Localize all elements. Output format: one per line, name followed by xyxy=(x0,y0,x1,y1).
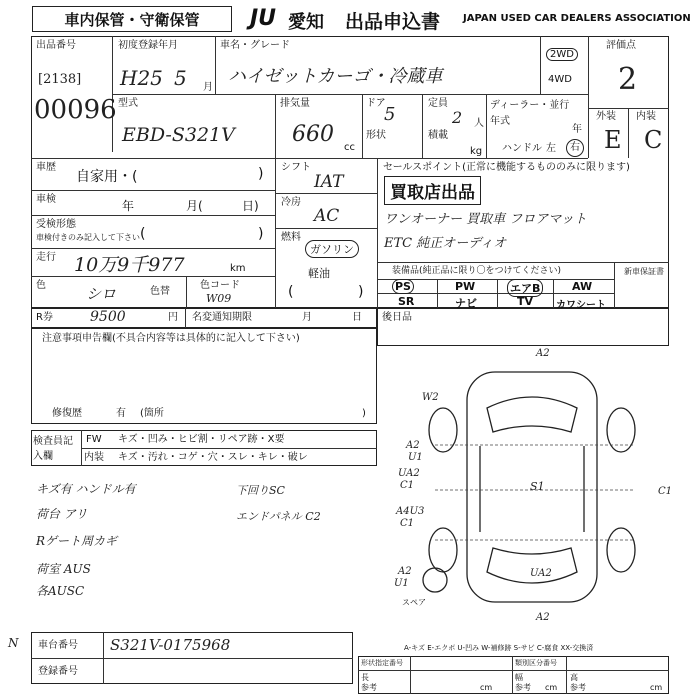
class-number-label: 類別区分番号 xyxy=(515,659,557,667)
recycle-unit: 円 xyxy=(168,312,178,323)
drive-2wd-circled: 2WD xyxy=(546,48,578,61)
mark-rear-left: A2 xyxy=(398,566,412,577)
acceptance-close: ) xyxy=(258,226,264,242)
shift-label: シフト xyxy=(281,162,311,173)
chassis-value: S321V-0175968 xyxy=(110,636,231,654)
car-name-label: 車名・グレード xyxy=(220,40,290,51)
mileage-value: 10万9千977 xyxy=(74,254,185,276)
model-label: 型式 xyxy=(118,98,138,109)
mark-back-door: UA2 xyxy=(530,568,552,579)
ref-label-3: 参考 xyxy=(570,683,586,692)
mark-left-rear-c1: C1 xyxy=(400,518,415,529)
history-value: 自家用・( xyxy=(76,169,138,185)
color-code-label: 色コード xyxy=(200,280,240,291)
comment-6: 下回りSC xyxy=(236,484,285,497)
interior-label: 内装 xyxy=(636,111,656,122)
registration-label: 初度登録年月 xyxy=(118,40,178,51)
interior-row: キズ・汚れ・コゲ・穴・スレ・キレ・破レ xyxy=(118,452,308,463)
mark-right-side: C1 xyxy=(658,486,673,497)
plate-label: 登録番号 xyxy=(38,666,78,677)
comment-1: キズ有 ハンドル有 xyxy=(36,482,136,496)
history-close: ) xyxy=(258,166,264,182)
ref-label-1: 参考 xyxy=(361,683,377,692)
mark-left-front: A2 xyxy=(406,440,420,451)
mark-w2: W2 xyxy=(422,392,439,403)
comment-5: 各AUSC xyxy=(36,584,85,598)
handle-left: 左 xyxy=(546,143,556,154)
mark-left-rear: A4U3 xyxy=(396,506,425,517)
width-label: 幅 xyxy=(515,673,523,682)
equip-sr: SR xyxy=(398,295,415,308)
registration-year: H25 xyxy=(120,66,163,90)
height-label: 高 xyxy=(570,673,578,682)
mark-left-front-u1: U1 xyxy=(408,452,423,463)
equip-tv: TV xyxy=(517,295,534,308)
fuel-label: 燃料 xyxy=(281,232,301,243)
capacity-label: 定員 xyxy=(428,98,448,109)
model-year-label: 年式 xyxy=(490,116,510,127)
spec-number-label: 形状指定番号 xyxy=(361,659,403,667)
selling-points-label: セールスポイント(正常に機能するもののみに限ります) xyxy=(383,162,630,173)
storage-tag: 車内保管・守衛保管 xyxy=(32,6,232,32)
lot-label: 出品番号 xyxy=(36,40,76,51)
displacement-label: 排気量 xyxy=(280,98,310,109)
mark-left-door-c1: C1 xyxy=(400,480,415,491)
logo-text: 愛知 xyxy=(288,12,324,33)
inspector-label: 検査員記入欄 xyxy=(33,436,73,462)
equipment-label: 装備品(純正品に限り〇をつけてください) xyxy=(392,266,562,276)
drive-4wd: 4WD xyxy=(548,74,572,85)
handle-label: ハンドル xyxy=(502,143,542,154)
repair-label: 修復歴 xyxy=(52,408,82,419)
color-value: シロ xyxy=(86,285,117,303)
load-label: 積載 xyxy=(428,130,448,141)
fw-label: FW xyxy=(86,434,102,445)
lot-code: [2138] xyxy=(38,72,82,87)
equip-navi: ナビ xyxy=(455,297,477,310)
repaint-label: 色替 xyxy=(150,286,170,297)
registration-month: 5 xyxy=(174,66,187,90)
repair-value: 有 xyxy=(116,408,126,419)
mark-roof: S1 xyxy=(530,480,545,493)
cm-2: cm xyxy=(545,683,558,692)
fuel-close: ) xyxy=(358,284,364,300)
notes-label: 注意事項申告欄(不具合内容等は具体的に記入して下さい) xyxy=(42,333,300,344)
registration-month-unit: 月 xyxy=(203,82,213,93)
model-value: EBD-S321V xyxy=(122,124,235,146)
equip-ps-circled: PS xyxy=(392,279,414,294)
rating-label: 評価点 xyxy=(606,40,636,51)
ac-label: 冷房 xyxy=(281,197,301,208)
doors-value: 5 xyxy=(384,104,396,125)
doors-label: ドア xyxy=(366,98,386,109)
inspection-day: 日) xyxy=(242,199,259,213)
mark-left-sill: U1 xyxy=(394,578,409,589)
equip-pw: PW xyxy=(455,280,476,293)
inspection-label: 車検 xyxy=(36,194,56,205)
later-goods-label: 後日品 xyxy=(382,312,412,323)
fw-row: キズ・凹み・ヒビ割・リペア跡・X要 xyxy=(118,434,285,445)
shape-label: 形状 xyxy=(366,130,386,141)
exterior-grade: E xyxy=(604,126,622,154)
mark-front: A2 xyxy=(536,348,550,359)
displacement-unit: cc xyxy=(344,142,355,153)
length-label: 長 xyxy=(361,673,369,682)
later-goods-box xyxy=(377,308,669,346)
capacity-unit: 人 xyxy=(474,118,484,129)
ju-logo: JU xyxy=(250,6,277,31)
new-warranty-label: 新車保証書 xyxy=(624,267,664,276)
spare-label: スペア xyxy=(402,598,426,607)
recycle-label: R券 xyxy=(36,312,53,323)
mileage-unit: km xyxy=(230,263,246,274)
mark-left-door: UA2 xyxy=(398,468,420,479)
model-year-unit: 年 xyxy=(572,124,582,135)
damage-legend: A-キズ E-エクボ U-凹み W-補修跡 S-サビ C-腐食 XX-交換済 xyxy=(404,644,594,652)
dealer-label: ディーラー・並行 xyxy=(490,100,570,111)
interior-grade: C xyxy=(644,126,663,154)
comment-3: Rゲート周カギ xyxy=(36,534,118,548)
fuel-open: ( xyxy=(288,284,294,300)
comment-2: 荷台 アリ xyxy=(36,507,88,521)
selling-points-line2: ETC 純正オーディオ xyxy=(384,236,507,251)
expiry-month: 月 xyxy=(302,312,312,323)
fuel-gasoline-circled: ガソリン xyxy=(305,240,359,258)
cm-3: cm xyxy=(650,683,663,692)
side-note-mark: N xyxy=(8,636,19,650)
recycle-value: 9500 xyxy=(90,309,126,325)
shift-value: IAT xyxy=(314,172,344,192)
chassis-label: 車台番号 xyxy=(38,640,78,651)
form-title: 出品申込書 xyxy=(345,11,441,33)
equip-seat: カワシート xyxy=(556,300,606,311)
selling-points-line1: ワンオーナー 買取車 フロアマット xyxy=(384,212,587,227)
exterior-label: 外装 xyxy=(596,111,616,122)
expiry-label: 名変通知期限 xyxy=(192,312,252,323)
spec-table xyxy=(358,656,669,694)
capacity-value: 2 xyxy=(452,108,463,127)
equip-aw: AW xyxy=(572,280,593,293)
mark-rear: A2 xyxy=(536,612,550,623)
history-label: 車歴 xyxy=(36,162,56,173)
load-unit: kg xyxy=(470,146,483,157)
acceptance-label: 受検形態 xyxy=(36,219,76,230)
comment-4: 荷室 AUS xyxy=(36,562,91,576)
inspection-month: 月( xyxy=(186,199,203,213)
ref-label-2: 参考 xyxy=(515,683,531,692)
displacement-value: 660 xyxy=(292,122,334,147)
interior-row-label: 内装 xyxy=(84,452,104,463)
car-name-value: ハイゼットカーゴ・冷蔵車 xyxy=(228,66,443,87)
repair-close: ) xyxy=(362,408,366,419)
acceptance-open: ( xyxy=(140,226,146,242)
cm-1: cm xyxy=(480,683,493,692)
selling-points-title: 買取店出品 xyxy=(384,176,481,205)
lot-number: 00096 xyxy=(34,95,117,125)
inspection-year: 年 xyxy=(122,199,135,213)
repair-place: (箇所 xyxy=(140,408,164,419)
fuel-diesel: 軽油 xyxy=(308,267,330,280)
rating-score: 2 xyxy=(618,62,638,97)
expiry-day: 日 xyxy=(352,312,362,323)
comment-7: エンドパネル C2 xyxy=(236,510,321,523)
mileage-label: 走行 xyxy=(36,252,56,263)
acceptance-note: 車検付きのみ記入して下さい xyxy=(36,233,140,242)
color-code-value: W09 xyxy=(206,292,232,305)
ac-value: AC xyxy=(314,206,340,226)
equip-airbag-circled: エアB xyxy=(507,279,543,297)
handle-right-circled: 右 xyxy=(566,139,584,157)
color-label: 色 xyxy=(36,280,46,291)
association-name: JAPAN USED CAR DEALERS ASSOCIATION xyxy=(463,13,691,24)
